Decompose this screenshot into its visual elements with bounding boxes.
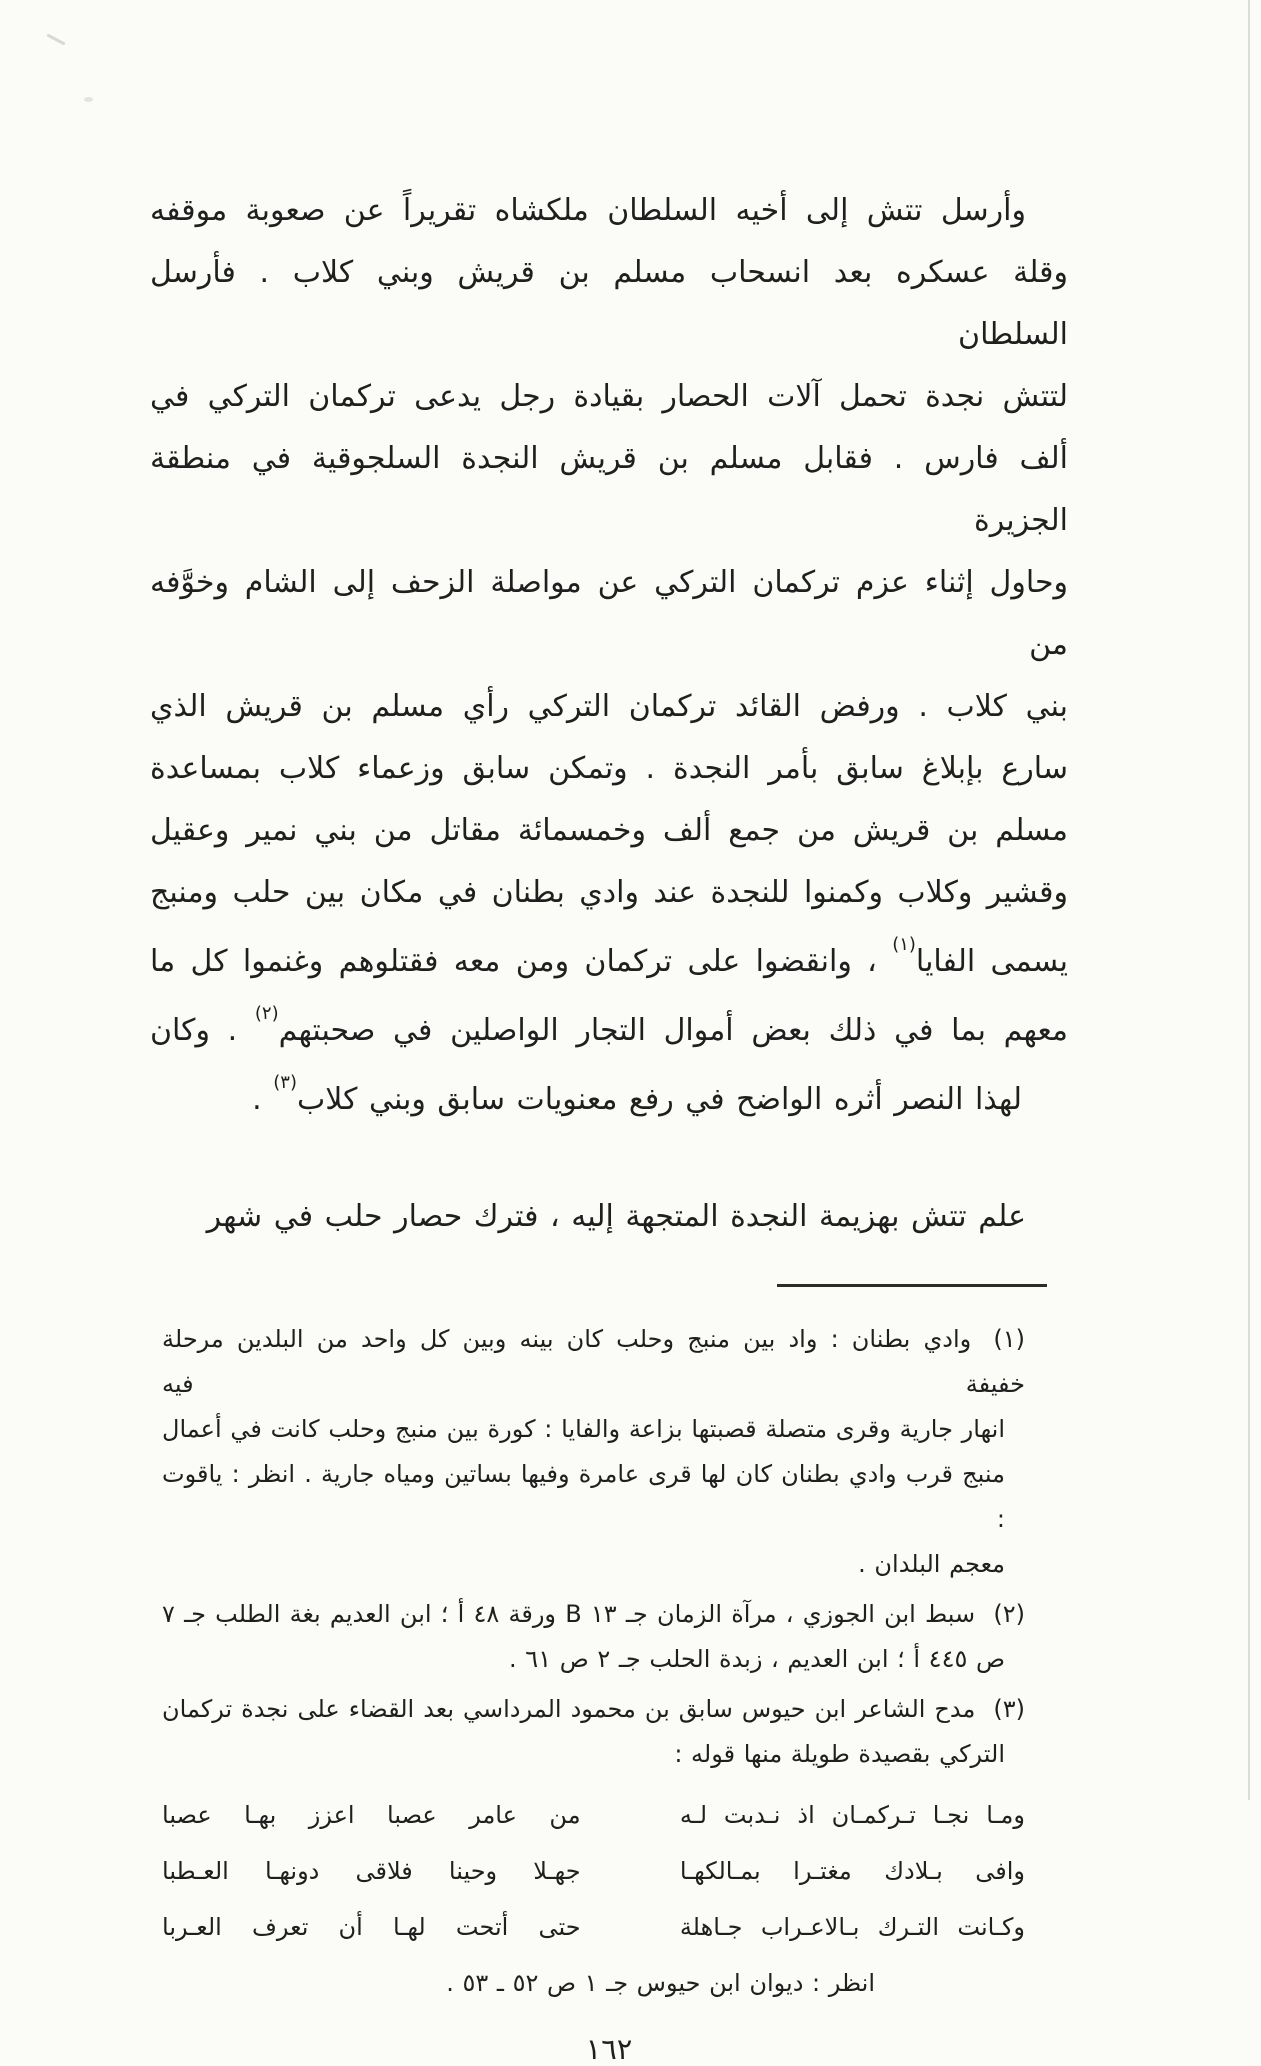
page-number: ١٦٢ [585, 2032, 633, 2066]
text-line: لتتش نجدة تحمل آلات الحصار بقيادة رجل يدعى تركمان التركي في [150, 379, 1068, 414]
footnote-line [162, 1687, 1025, 1732]
footnote-3 [162, 1687, 1025, 2006]
footnote-2 [162, 1592, 1025, 1682]
footnote-1-marker: (١) [993, 1325, 1025, 1353]
poetry-reference-line: انظر : ديوان ابن حيوس جـ ١ ص ٥٢ ـ ٥٣ . [446, 1969, 875, 1997]
paragraph-2 [150, 1186, 1068, 1248]
footnote-text: سبط ابن الجوزي ، مرآة الزمان جـ ١٣ B ورقة ٤٨ أ ؛ ابن العديم بغة الطلب جـ ٧ [162, 1600, 976, 1628]
footnote-line: منبج قرب وادي بطنان كان لها قرى عامرة وفيها بساتين ومياه جارية . انظر : ياقوت : [162, 1460, 1005, 1533]
scan-edge-shadow [1248, 0, 1250, 1800]
footnote-line: ص ٤٤٥ أ ؛ ابن العديم ، زبدة الحلب جـ ٢ ص ٦١ . [509, 1645, 1005, 1673]
text-line: ألف فارس . فقابل مسلم بن قريش النجدة السلجوقية في منطقة الجزيرة [150, 441, 1068, 538]
text-line: وقشير وكلاب وكمنوا للنجدة عند وادي بطنان في مكان بين حلب ومنبج [150, 875, 1068, 910]
paragraph-1 [150, 180, 1068, 1131]
footnote-1 [162, 1317, 1025, 1587]
footnote-2-marker: (٢) [993, 1600, 1025, 1628]
hemistich-second: جهـلا وحينا فلاقى دونهـا العـطبا [162, 1857, 581, 1885]
footnote-separator [777, 1284, 1047, 1287]
text-line: يسمى الفايا$^{(١)}$ ، وانقضوا على تركمان ومن معه فقتلوهم وغنموا كل ما [150, 934, 1068, 979]
text-line: وأرسل تتش إلى أخيه السلطان ملكشاه تقريراً عن صعوبة موقفه [150, 193, 1026, 228]
text-line: مسلم بن قريش من جمع ألف وخمسمائة مقاتل من بني نمير وعقيل [150, 813, 1068, 848]
text-line: وقلة عسكره بعد انسحاب مسلم بن قريش وبني كلاب . فأرسل السلطان [150, 255, 1068, 352]
footnote-line: معجم البلدان . [858, 1550, 1005, 1578]
footnote-3-marker: (٣) [993, 1695, 1025, 1723]
hemistich-first: ومـا نجـا تـركمـان اذ نـدبت لـه [679, 1801, 1025, 1829]
text-line: بني كلاب . ورفض القائد تركمان التركي رأي مسلم بن قريش الذي [150, 689, 1068, 724]
scan-speck [46, 33, 65, 45]
text-line: وحاول إثناء عزم تركمان التركي عن مواصلة الزحف إلى الشام وخوَّفه من [150, 565, 1068, 662]
text-line: لهذا النصر أثره الواضح في رفع معنويات سابق وبني كلاب$^{(٣)}$ . [252, 1072, 1022, 1117]
text-line: سارع بإبلاغ سابق بأمر النجدة . وتمكن سابق وزعماء كلاب بمساعدة [150, 751, 1068, 786]
verse-row [162, 1899, 1025, 1955]
hemistich-second: حتى أتحت لهـا أن تعرف العـربا [162, 1913, 581, 1941]
footnote-line [162, 1592, 1025, 1637]
hemistich-first: وكـانت التـرك بـالاعـراب جـاهلة [679, 1913, 1025, 1941]
footnote-line: التركي بقصيدة طويلة منها قوله : [674, 1740, 1005, 1768]
footnotes-block [162, 1317, 1025, 2006]
footnote-text: مدح الشاعر ابن حيوس سابق بن محمود المرداسي بعد القضاء على نجدة تركمان [162, 1695, 976, 1723]
text-line: علم تتش بهزيمة النجدة المتجهة إليه ، فترك حصار حلب في شهر [206, 1199, 1026, 1234]
footnote-line: انهار جارية وقرى متصلة قصبتها بزاعة والفايا : كورة بين منبج وحلب كانت في أعمال [162, 1415, 1005, 1443]
verse-row [162, 1787, 1025, 1843]
hemistich-first: وافى بـلادك مغتـرا بمـالكهـا [679, 1857, 1025, 1885]
poetry-block [162, 1787, 1025, 1955]
scan-speck [84, 97, 93, 102]
footnote-line [162, 1317, 1025, 1407]
verse-row [162, 1843, 1025, 1899]
text-line: معهم بما في ذلك بعض أموال التجار الواصلين في صحبتهم$^{(٢)}$ . وكان [150, 1003, 1068, 1048]
footnote-text: وادي بطنان : واد بين منبج وحلب كان بينه وبين كل واحد من البلدين مرحلة خفيفة فيه [162, 1325, 1025, 1398]
page-content [150, 0, 1068, 2066]
hemistich-second: من عامر عصبا اعزز بهـا عصبا [162, 1801, 581, 1829]
